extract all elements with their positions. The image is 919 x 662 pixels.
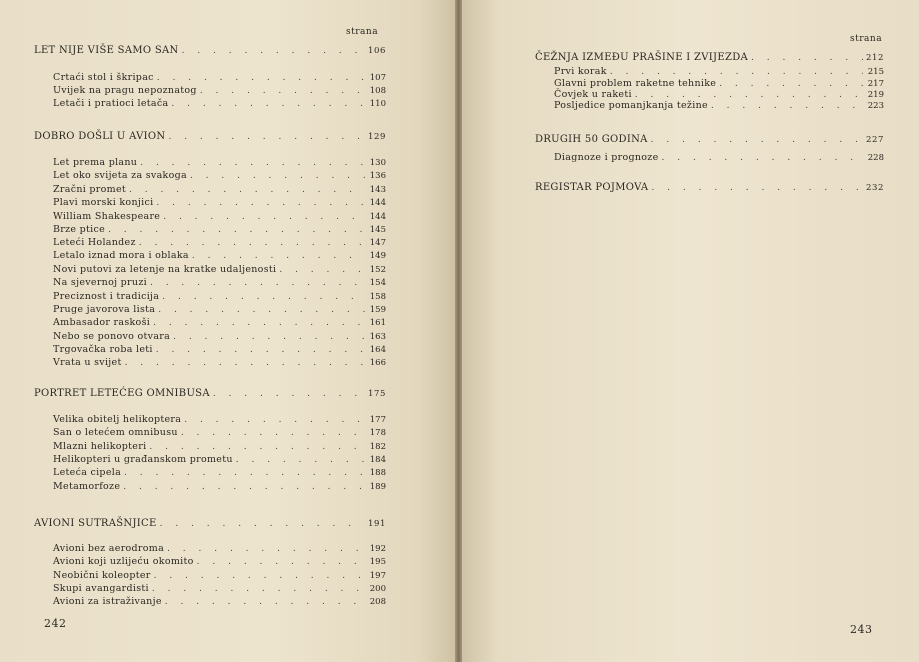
entry-page-number: 197	[369, 571, 386, 581]
section-title: DRUGIH 50 GODINA	[535, 134, 648, 145]
toc-entry	[53, 414, 386, 425]
entry-title: Zračni promet	[53, 184, 126, 195]
dot-leader	[167, 544, 365, 554]
toc-entry	[53, 543, 386, 554]
entry-title: Na sjevernoj pruzi	[53, 277, 147, 288]
dot-leader	[182, 46, 365, 56]
entry-title: Plavi morski konjici	[53, 197, 154, 208]
dot-leader	[190, 171, 365, 181]
dot-leader	[160, 519, 365, 529]
entry-title: Avioni bez aerodroma	[53, 543, 165, 554]
page-number: 242	[44, 617, 67, 630]
toc-entry	[53, 291, 386, 302]
dot-leader	[163, 212, 365, 222]
section-heading	[535, 182, 884, 193]
section-title: REGISTAR POJMOVA	[535, 182, 649, 193]
entry-page-number: 189	[369, 482, 386, 492]
dot-leader	[173, 332, 365, 342]
section-page-number: 191	[367, 519, 386, 529]
entry-title: Brze ptice	[53, 224, 106, 235]
entry-title: Pruge javorova lista	[53, 304, 156, 315]
toc-entry	[53, 331, 386, 342]
toc-entry	[53, 85, 386, 96]
dot-leader	[153, 318, 365, 328]
section-title: PORTRET LETEĆEG OMNIBUSA	[34, 388, 210, 399]
toc-entry	[53, 596, 386, 607]
dot-leader	[213, 389, 365, 399]
entry-page-number: 147	[369, 238, 386, 248]
entry-page-number: 228	[867, 153, 884, 163]
entry-title: Vrata u svijet	[53, 357, 122, 368]
entry-page-number: 149	[369, 251, 386, 261]
dot-leader	[171, 99, 365, 109]
dot-leader	[152, 584, 365, 594]
section-heading	[34, 388, 386, 399]
toc-entry	[53, 570, 386, 581]
toc-entry	[53, 427, 386, 438]
book-gutter	[455, 0, 462, 662]
entry-title: Letalo iznad mora i oblaka	[53, 250, 189, 261]
entry-title: San o letećem omnibusu	[53, 427, 178, 438]
entry-title: Čovjek u raketi	[554, 89, 632, 100]
dot-leader	[165, 597, 365, 607]
dot-leader	[184, 415, 365, 425]
entry-title: Trgovačka roba leti	[53, 344, 153, 355]
entry-title: Uvijek na pragu nepoznatog	[53, 85, 197, 96]
left-page	[0, 0, 455, 662]
entry-page-number: 136	[369, 171, 386, 181]
dot-leader	[719, 79, 863, 89]
entry-page-number: 107	[369, 73, 386, 83]
dot-leader	[154, 571, 365, 581]
entry-page-number: 166	[369, 358, 386, 368]
entry-page-number: 184	[369, 455, 386, 465]
page-number: 243	[850, 623, 873, 636]
section-page-number: 232	[865, 183, 884, 193]
dot-leader	[156, 198, 365, 208]
entry-page-number: 219	[867, 90, 884, 100]
toc-entry	[53, 197, 386, 208]
entry-title: Let prema planu	[53, 157, 138, 168]
toc-entry	[554, 100, 884, 111]
toc-entry	[53, 264, 386, 275]
dot-leader	[651, 183, 863, 193]
dot-leader	[123, 482, 365, 492]
entry-title: Glavni problem raketne tehnike	[554, 78, 717, 89]
entry-page-number: 215	[867, 67, 884, 77]
entry-page-number: 108	[369, 86, 386, 96]
section-heading	[34, 45, 386, 56]
entry-title: William Shakespeare	[53, 211, 161, 222]
toc-entry	[53, 72, 386, 83]
section-heading	[535, 134, 884, 145]
entry-title: Let oko svijeta za svakoga	[53, 170, 187, 181]
section-heading	[34, 518, 386, 529]
entry-page-number: 110	[369, 99, 386, 109]
toc-entry	[53, 184, 386, 195]
entry-page-number: 223	[867, 101, 884, 111]
entry-page-number: 163	[369, 332, 386, 342]
dot-leader	[150, 278, 365, 288]
toc-entry	[53, 250, 386, 261]
toc-entry	[53, 357, 386, 368]
section-page-number: 227	[865, 135, 884, 145]
dot-leader	[162, 292, 365, 302]
entry-title: Prvi korak	[554, 66, 607, 77]
dot-leader	[140, 158, 365, 168]
entry-title: Skupi avangardisti	[53, 583, 149, 594]
entry-page-number: 144	[369, 198, 386, 208]
section-title: AVIONI SUTRAŠNJICE	[34, 518, 157, 529]
entry-title: Crtaći stol i škripac	[53, 72, 154, 83]
entry-title: Novi putovi za letenje na kratke udaljenosti	[53, 264, 277, 275]
section-heading	[535, 52, 884, 63]
dot-leader	[635, 90, 863, 100]
dot-leader	[197, 557, 365, 567]
dot-leader	[108, 225, 365, 235]
toc-entry	[53, 441, 386, 452]
entry-title: Nebo se ponovo otvara	[53, 331, 171, 342]
dot-leader	[279, 265, 365, 275]
dot-leader	[168, 132, 365, 142]
section-title: ČEŽNJA IZMEĐU PRAŠINE I ZVIJEZDA	[535, 52, 749, 63]
entry-page-number: 178	[369, 428, 386, 438]
entry-page-number: 208	[369, 597, 386, 607]
entry-title: Velika obitelj helikoptera	[53, 414, 182, 425]
dot-leader	[129, 185, 365, 195]
dot-leader	[192, 251, 365, 261]
entry-title: Preciznost i tradicija	[53, 291, 160, 302]
toc-entry	[53, 211, 386, 222]
entry-title: Metamorfoze	[53, 481, 121, 492]
entry-page-number: 195	[369, 557, 386, 567]
entry-title: Neobični koleopter	[53, 570, 151, 581]
toc-entry	[554, 78, 884, 89]
right-page	[462, 0, 919, 662]
dot-leader	[158, 305, 365, 315]
entry-page-number: 145	[369, 225, 386, 235]
entry-page-number: 182	[369, 442, 386, 452]
entry-title: Helikopteri u građanskom prometu	[53, 454, 233, 465]
toc-entry	[53, 481, 386, 492]
section-heading	[34, 131, 386, 142]
dot-leader	[149, 442, 365, 452]
entry-page-number: 154	[369, 278, 386, 288]
entry-page-number: 158	[369, 292, 386, 302]
entry-page-number: 192	[369, 544, 386, 554]
toc-entry	[53, 157, 386, 168]
section-page-number: 175	[367, 389, 386, 399]
toc-entry	[53, 454, 386, 465]
dot-leader	[139, 238, 365, 248]
entry-page-number: 200	[369, 584, 386, 594]
entry-page-number: 161	[369, 318, 386, 328]
toc-entry	[53, 556, 386, 567]
toc-entry	[53, 344, 386, 355]
toc-entry	[554, 152, 884, 163]
strana-label: strana	[346, 27, 379, 37]
strana-label: strana	[850, 34, 883, 44]
dot-leader	[200, 86, 365, 96]
section-title: LET NIJE VIŠE SAMO SAN	[34, 45, 179, 56]
entry-title: Diagnoze i prognoze	[554, 152, 659, 163]
entry-title: Posljedice pomanjkanja težine	[554, 100, 708, 111]
dot-leader	[181, 428, 365, 438]
entry-page-number: 152	[369, 265, 386, 275]
entry-page-number: 130	[369, 158, 386, 168]
toc-entry	[53, 304, 386, 315]
entry-page-number: 144	[369, 212, 386, 222]
entry-title: Letači i pratioci letača	[53, 98, 169, 109]
dot-leader	[651, 135, 863, 145]
toc-entry	[53, 170, 386, 181]
entry-page-number: 188	[369, 468, 386, 478]
entry-title: Leteći Holandez	[53, 237, 136, 248]
entry-title: Ambasador raskoši	[53, 317, 151, 328]
toc-entry	[53, 98, 386, 109]
entry-title: Avioni za istraživanje	[53, 596, 162, 607]
toc-entry	[53, 317, 386, 328]
toc-entry	[53, 583, 386, 594]
entry-page-number: 164	[369, 345, 386, 355]
toc-entry	[554, 66, 884, 77]
section-page-number: 129	[367, 132, 386, 142]
entry-title: Leteća cipela	[53, 467, 122, 478]
entry-page-number: 143	[369, 185, 386, 195]
toc-entry	[554, 89, 884, 100]
entry-title: Mlazni helikopteri	[53, 441, 147, 452]
entry-page-number: 177	[369, 415, 386, 425]
toc-entry	[53, 237, 386, 248]
entry-title: Avioni koji uzlijeću okomito	[53, 556, 194, 567]
dot-leader	[124, 468, 365, 478]
dot-leader	[125, 358, 365, 368]
dot-leader	[157, 73, 365, 83]
dot-leader	[751, 53, 863, 63]
section-page-number: 106	[367, 46, 386, 56]
section-page-number: 212	[865, 53, 884, 63]
entry-page-number: 217	[867, 79, 884, 89]
dot-leader	[662, 153, 863, 163]
entry-page-number: 159	[369, 305, 386, 315]
dot-leader	[610, 67, 863, 77]
section-title: DOBRO DOŠLI U AVION	[34, 131, 166, 142]
toc-entry	[53, 467, 386, 478]
toc-entry	[53, 277, 386, 288]
dot-leader	[711, 101, 863, 111]
toc-entry	[53, 224, 386, 235]
dot-leader	[236, 455, 365, 465]
dot-leader	[156, 345, 365, 355]
